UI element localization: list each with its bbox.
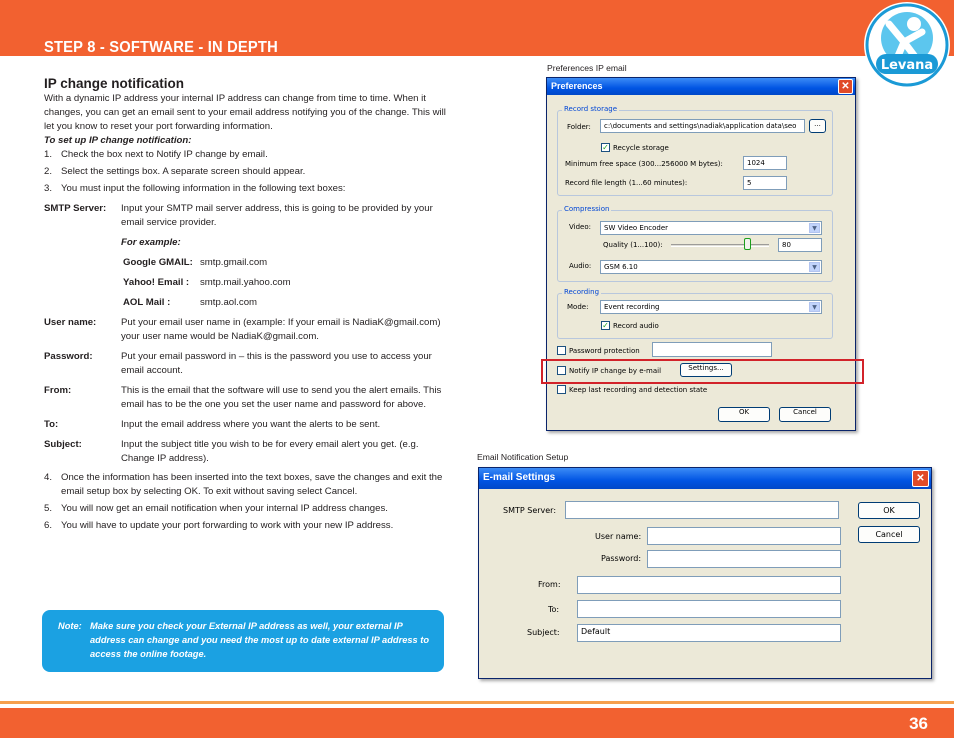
keep-last-state-checkbox[interactable]: Keep last recording and detection state <box>557 385 707 394</box>
folder-label: Folder: <box>567 123 591 131</box>
video-select[interactable]: SW Video Encoder ▼ <box>600 221 822 235</box>
cancel-button[interactable]: Cancel <box>779 407 831 422</box>
preferences-titlebar <box>547 78 855 95</box>
password-input[interactable] <box>647 550 841 568</box>
provider-row: Google GMAIL: smtp.gmail.com <box>123 257 268 268</box>
instructions-column <box>44 76 446 536</box>
mode-select[interactable]: Event recording ▼ <box>600 300 822 314</box>
quality-slider[interactable] <box>671 244 769 247</box>
checkmark-icon: ✓ <box>602 321 609 330</box>
preferences-title: Preferences <box>551 81 603 91</box>
password-label: Password: <box>601 554 642 563</box>
video-label: Video: <box>569 223 591 231</box>
audio-label: Audio: <box>569 262 592 270</box>
checkmark-icon: ✓ <box>602 143 609 152</box>
page-number: 36 <box>909 714 928 733</box>
email-titlebar <box>479 468 931 489</box>
from-input[interactable] <box>577 576 841 594</box>
list-item: 4. Once the information has been inserted into the text boxes, save the changes and exit the email setup box by selecting OK. To exit without saving select Cancel. <box>44 472 443 497</box>
browse-button[interactable]: ... <box>809 119 826 133</box>
note-text: Make sure you check your External IP address as well, your external IP address can change and you need the most up to date external IP address to access the online footage. <box>90 621 430 659</box>
header-bar <box>0 0 954 56</box>
ok-button[interactable]: OK <box>718 407 770 422</box>
provider-row: Yahoo! Email : smtp.mail.yahoo.com <box>123 277 291 288</box>
footer-stripe <box>0 701 954 704</box>
mode-label: Mode: <box>567 303 589 311</box>
chevron-down-icon: ▼ <box>809 223 820 233</box>
password-protection-checkbox[interactable]: Password protection <box>557 346 640 355</box>
settings-button[interactable]: Settings... <box>680 363 732 377</box>
quality-label: Quality (1...100): <box>603 241 663 249</box>
username-label: User name: <box>595 532 642 541</box>
page-title: STEP 8 - SOFTWARE - IN DEPTH <box>44 39 278 56</box>
chevron-down-icon: ▼ <box>809 302 820 312</box>
notify-ip-change-checkbox[interactable]: Notify IP change by e-mail <box>557 366 661 375</box>
close-icon[interactable]: ✕ <box>912 470 929 487</box>
audio-select[interactable]: GSM 6.10 ▼ <box>600 260 822 274</box>
intro-paragraph: With a dynamic IP address your internal IP address can change from time to time. When it changes, you can get an email sent to your email address notifying you of the change. This will let you know to reset your port forwarding information. <box>44 93 446 132</box>
to-input[interactable] <box>577 600 841 618</box>
setup-heading: To set up IP change notification: <box>44 135 192 146</box>
file-length-input[interactable]: 5 <box>743 176 787 190</box>
password-protection-input[interactable] <box>652 342 772 357</box>
for-example-label: For example: <box>121 237 181 248</box>
note-box <box>42 610 444 672</box>
caption-email: Email Notification Setup <box>477 452 569 462</box>
definition-to: To: Input the email address where you want the alerts to be sent. <box>44 419 381 430</box>
example-block <box>121 236 446 310</box>
definition-subject: Subject: Input the subject title you wish to be for every email alert you get. (e.g. Change IP address). <box>44 439 419 464</box>
smtp-server-label: SMTP Server: <box>503 506 557 515</box>
cancel-button[interactable]: Cancel <box>858 526 920 543</box>
definition-password: Password: Put your email password in – this is the password you use to access your email account. <box>44 351 432 376</box>
list-item: 2. Select the settings box. A separate screen should appear. <box>44 166 306 177</box>
compression-legend: Compression <box>564 205 610 213</box>
quality-slider-thumb[interactable] <box>744 238 751 250</box>
smtp-server-input[interactable] <box>565 501 839 519</box>
footer-bar <box>0 708 954 738</box>
provider-row: AOL Mail : smtp.aol.com <box>123 297 258 308</box>
highlight-box <box>541 359 864 384</box>
min-free-input[interactable]: 1024 <box>743 156 787 170</box>
email-settings-window <box>478 467 932 679</box>
min-free-label: Minimum free space (300...256000 M bytes): <box>565 160 723 168</box>
subject-input[interactable]: Default <box>577 624 841 642</box>
to-label: To: <box>548 605 560 614</box>
recycle-storage-checkbox[interactable]: ✓ Recycle storage <box>602 143 669 152</box>
caption-preferences: Preferences IP email <box>547 63 627 73</box>
list-item: 5. You will now get an email notification when your internal IP address changes. <box>44 503 388 514</box>
email-settings-title: E-mail Settings <box>483 472 556 483</box>
chevron-down-icon: ▼ <box>809 262 820 272</box>
note-label: Note: <box>58 621 82 631</box>
record-storage-legend: Record storage <box>564 105 618 113</box>
levana-logo <box>864 2 950 88</box>
username-input[interactable] <box>647 527 841 545</box>
definition-from: From: This is the email that the software will use to send you the alert emails. This email has to be the one you set the user name and password for above. <box>44 385 442 410</box>
close-icon[interactable]: ✕ <box>838 79 853 94</box>
record-audio-checkbox[interactable]: ✓ Record audio <box>602 321 659 330</box>
from-label: From: <box>538 580 561 589</box>
ok-button[interactable]: OK <box>858 502 920 519</box>
recording-legend: Recording <box>564 288 600 296</box>
definition-username: User name: Put your email user name in (example: If your email is NadiaK@gmail.com) your user name would be NadiaK@gmail.com. <box>44 317 441 342</box>
file-length-label: Record file length (1...60 minutes): <box>565 179 688 187</box>
folder-input[interactable]: c:\documents and settings\nadiak\application data\seo <box>600 119 805 133</box>
list-item: 1. Check the box next to Notify IP change by email. <box>44 149 268 160</box>
list-item: 3. You must input the following information in the following text boxes: <box>44 183 346 194</box>
logo-text: Levana <box>880 58 934 73</box>
definition-smtp: SMTP Server: Input your SMTP mail server address, this is going to be provided by your email service provider. <box>44 203 433 228</box>
list-item: 6. You will have to update your port forwarding to work with your new IP address. <box>44 520 394 531</box>
quality-input[interactable]: 80 <box>778 238 822 252</box>
subject-label: Subject: <box>527 628 560 637</box>
section-heading: IP change notification <box>44 76 185 91</box>
